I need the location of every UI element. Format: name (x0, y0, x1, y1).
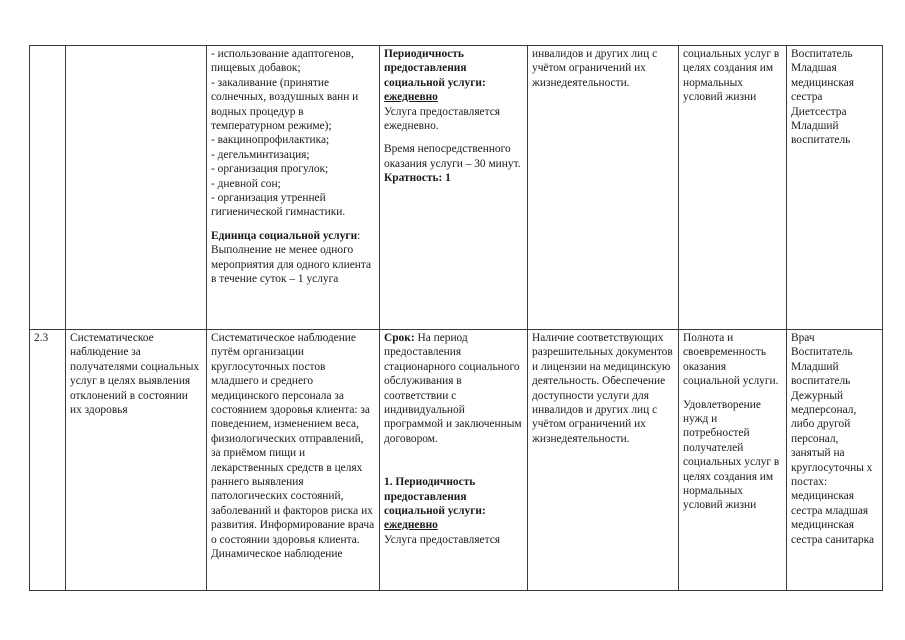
list-item: - закаливание (принятие солнечных, воздушных ванн и водных процедур в температурном режиме); (211, 76, 359, 133)
quality-paragraph-2: Удовлетворение нужд и потребностей получателей социальных услуг в целях создания им нормальных условий жизни (683, 398, 780, 512)
staff-item: Младший воспитатель (791, 120, 851, 147)
periodicity-text: Услуга предоставляется ежедневно. (384, 105, 501, 133)
periodicity-value: ежедневно (384, 519, 438, 532)
staff-item: Дежурный медперсонал, либо другой персонал, занятый на круглосуточны х постах: медицинская сестра младшая медицинская сестра санитарка (791, 389, 875, 546)
row1-staff-cell (787, 46, 883, 330)
row2-service-name-cell: Систематическое наблюдение за получателями социальных услуг в целях выявления отклонений в состоянии их здоровья (66, 330, 207, 591)
row1-quality-cell: социальных услуг в целях создания им нормальных условий жизни (679, 46, 787, 330)
staff-item: Врач (791, 332, 815, 344)
staff-item: Воспитатель (791, 48, 853, 60)
table-row (30, 46, 883, 330)
list-item: - вакцинопрофилактика; (211, 134, 330, 147)
services-table-page (29, 45, 882, 604)
duration-text: Время непосредственного оказания услуги – 30 минут. (384, 143, 521, 170)
services-table (29, 45, 883, 591)
multiplicity-text: Кратность: 1 (384, 172, 451, 185)
staff-item: Диетсестра (791, 105, 847, 118)
unit-heading: Единица социальной услуги: (211, 229, 361, 242)
periodicity-text: Услуга предоставляется (384, 533, 501, 546)
list-item: - организация прогулок; (211, 163, 329, 176)
row1-periodicity-cell (380, 46, 528, 330)
unit-title: Единица социальной услуги (211, 229, 358, 242)
staff-item: Младшая медицинская сестра (791, 62, 855, 104)
list-item: - дневной сон; (211, 177, 281, 190)
periodicity-value: ежедневно (384, 91, 438, 104)
list-item: - организация утренней гигиенической гимнастики. (211, 192, 346, 219)
row1-number-cell (30, 46, 66, 330)
row1-description-cell (207, 46, 380, 330)
periodicity-title: Периодичность предоставления социальной услуги: (384, 48, 486, 89)
staff-item: Воспитатель (791, 346, 853, 359)
row2-description-cell: Систематическое наблюдение путём организации круглосуточных постов младшего и среднего медицинского персонала за состоянием здоровья клиента: за поведением, изменением веса, физиологических отправлений, за приёмом пищи и лекарственных средств в целях раннего выявления патологических состояний, заболеваний и факторов риска их развития. Информирование врача о состоянии здоровья клиента. Динамическое наблюдение (207, 330, 380, 591)
staff-item: Младший воспитатель (791, 360, 851, 388)
row2-periodicity-cell (380, 330, 528, 591)
list-item: - использование адаптогенов, пищевых добавок; (211, 48, 354, 75)
row1-conditions-cell: инвалидов и других лиц с учётом ограничений их жизнедеятельности. (528, 46, 679, 330)
row1-service-name-cell (66, 46, 207, 330)
row2-quality-cell (679, 330, 787, 591)
term-block (384, 331, 523, 446)
term-text: На период предоставления стационарного социального обслуживания в соответствии с индивидуальной программой и заключенным договором. (384, 332, 522, 445)
unit-text: Выполнение не менее одного мероприятия для одного клиента в течение суток – 1 услуга (211, 244, 372, 286)
row2-conditions-cell: Наличие соответствующих разрешительных документов и лицензии на медицинскую деятельность. Обеспечение доступности услуги для инвалидов и других лиц с учётом ограничений их жизнедеятельности. (528, 330, 679, 591)
row2-number-cell: 2.3 (30, 330, 66, 591)
term-label: Срок: (384, 332, 415, 344)
row2-staff-cell (787, 330, 883, 591)
quality-paragraph-1: Полнота и своевременность оказания социальной услуги. (683, 332, 779, 388)
list-item: - дегельминтизация; (211, 148, 310, 161)
periodicity-title: 1. Периодичность предоставления социальной услуги: (384, 476, 486, 518)
table-row (30, 330, 883, 591)
